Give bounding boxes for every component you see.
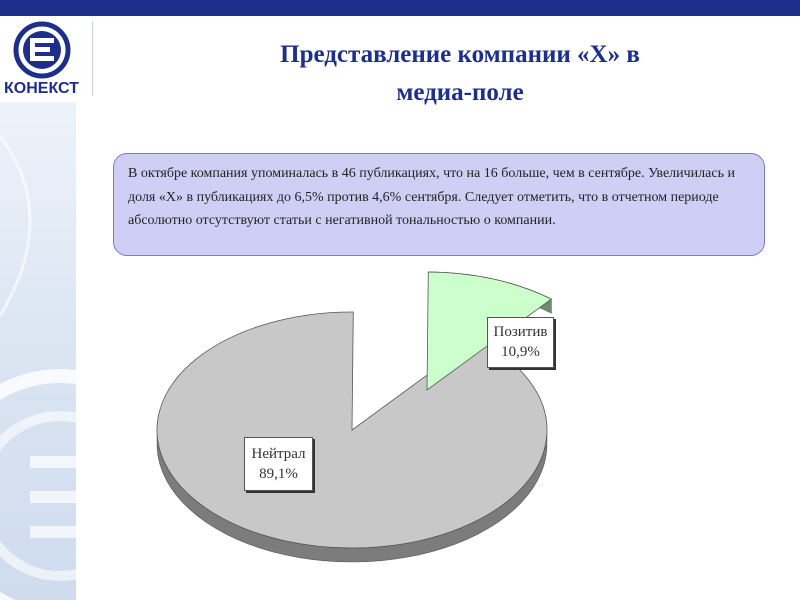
page-title-line-2: медиа-поле [396, 79, 524, 106]
slice-label-neutral-name: Нейтрал [251, 446, 306, 462]
page-title-line-1: Представление компании «Х» в [280, 41, 640, 68]
info-callout: В октябре компания упоминалась в 46 публикациях, что на 16 больше, чем в сентябре. Увеличилась и доля «Х» в публикациях до 6,5% против 4,6% сентября. Следует отметить, что в отчетном периоде абсолютно отсутствуют статьи с негативной тональностью о компании. [113, 153, 765, 256]
logo-text: КОНЕКСТ [4, 80, 79, 97]
slice-label-neutral [244, 437, 313, 491]
slice-label-positive-name: Позитив [493, 324, 548, 340]
slice-label-positive [487, 317, 554, 368]
slice-label-neutral-value: 89,1% [259, 466, 298, 482]
slice-label-positive-value: 10,9% [501, 344, 540, 360]
